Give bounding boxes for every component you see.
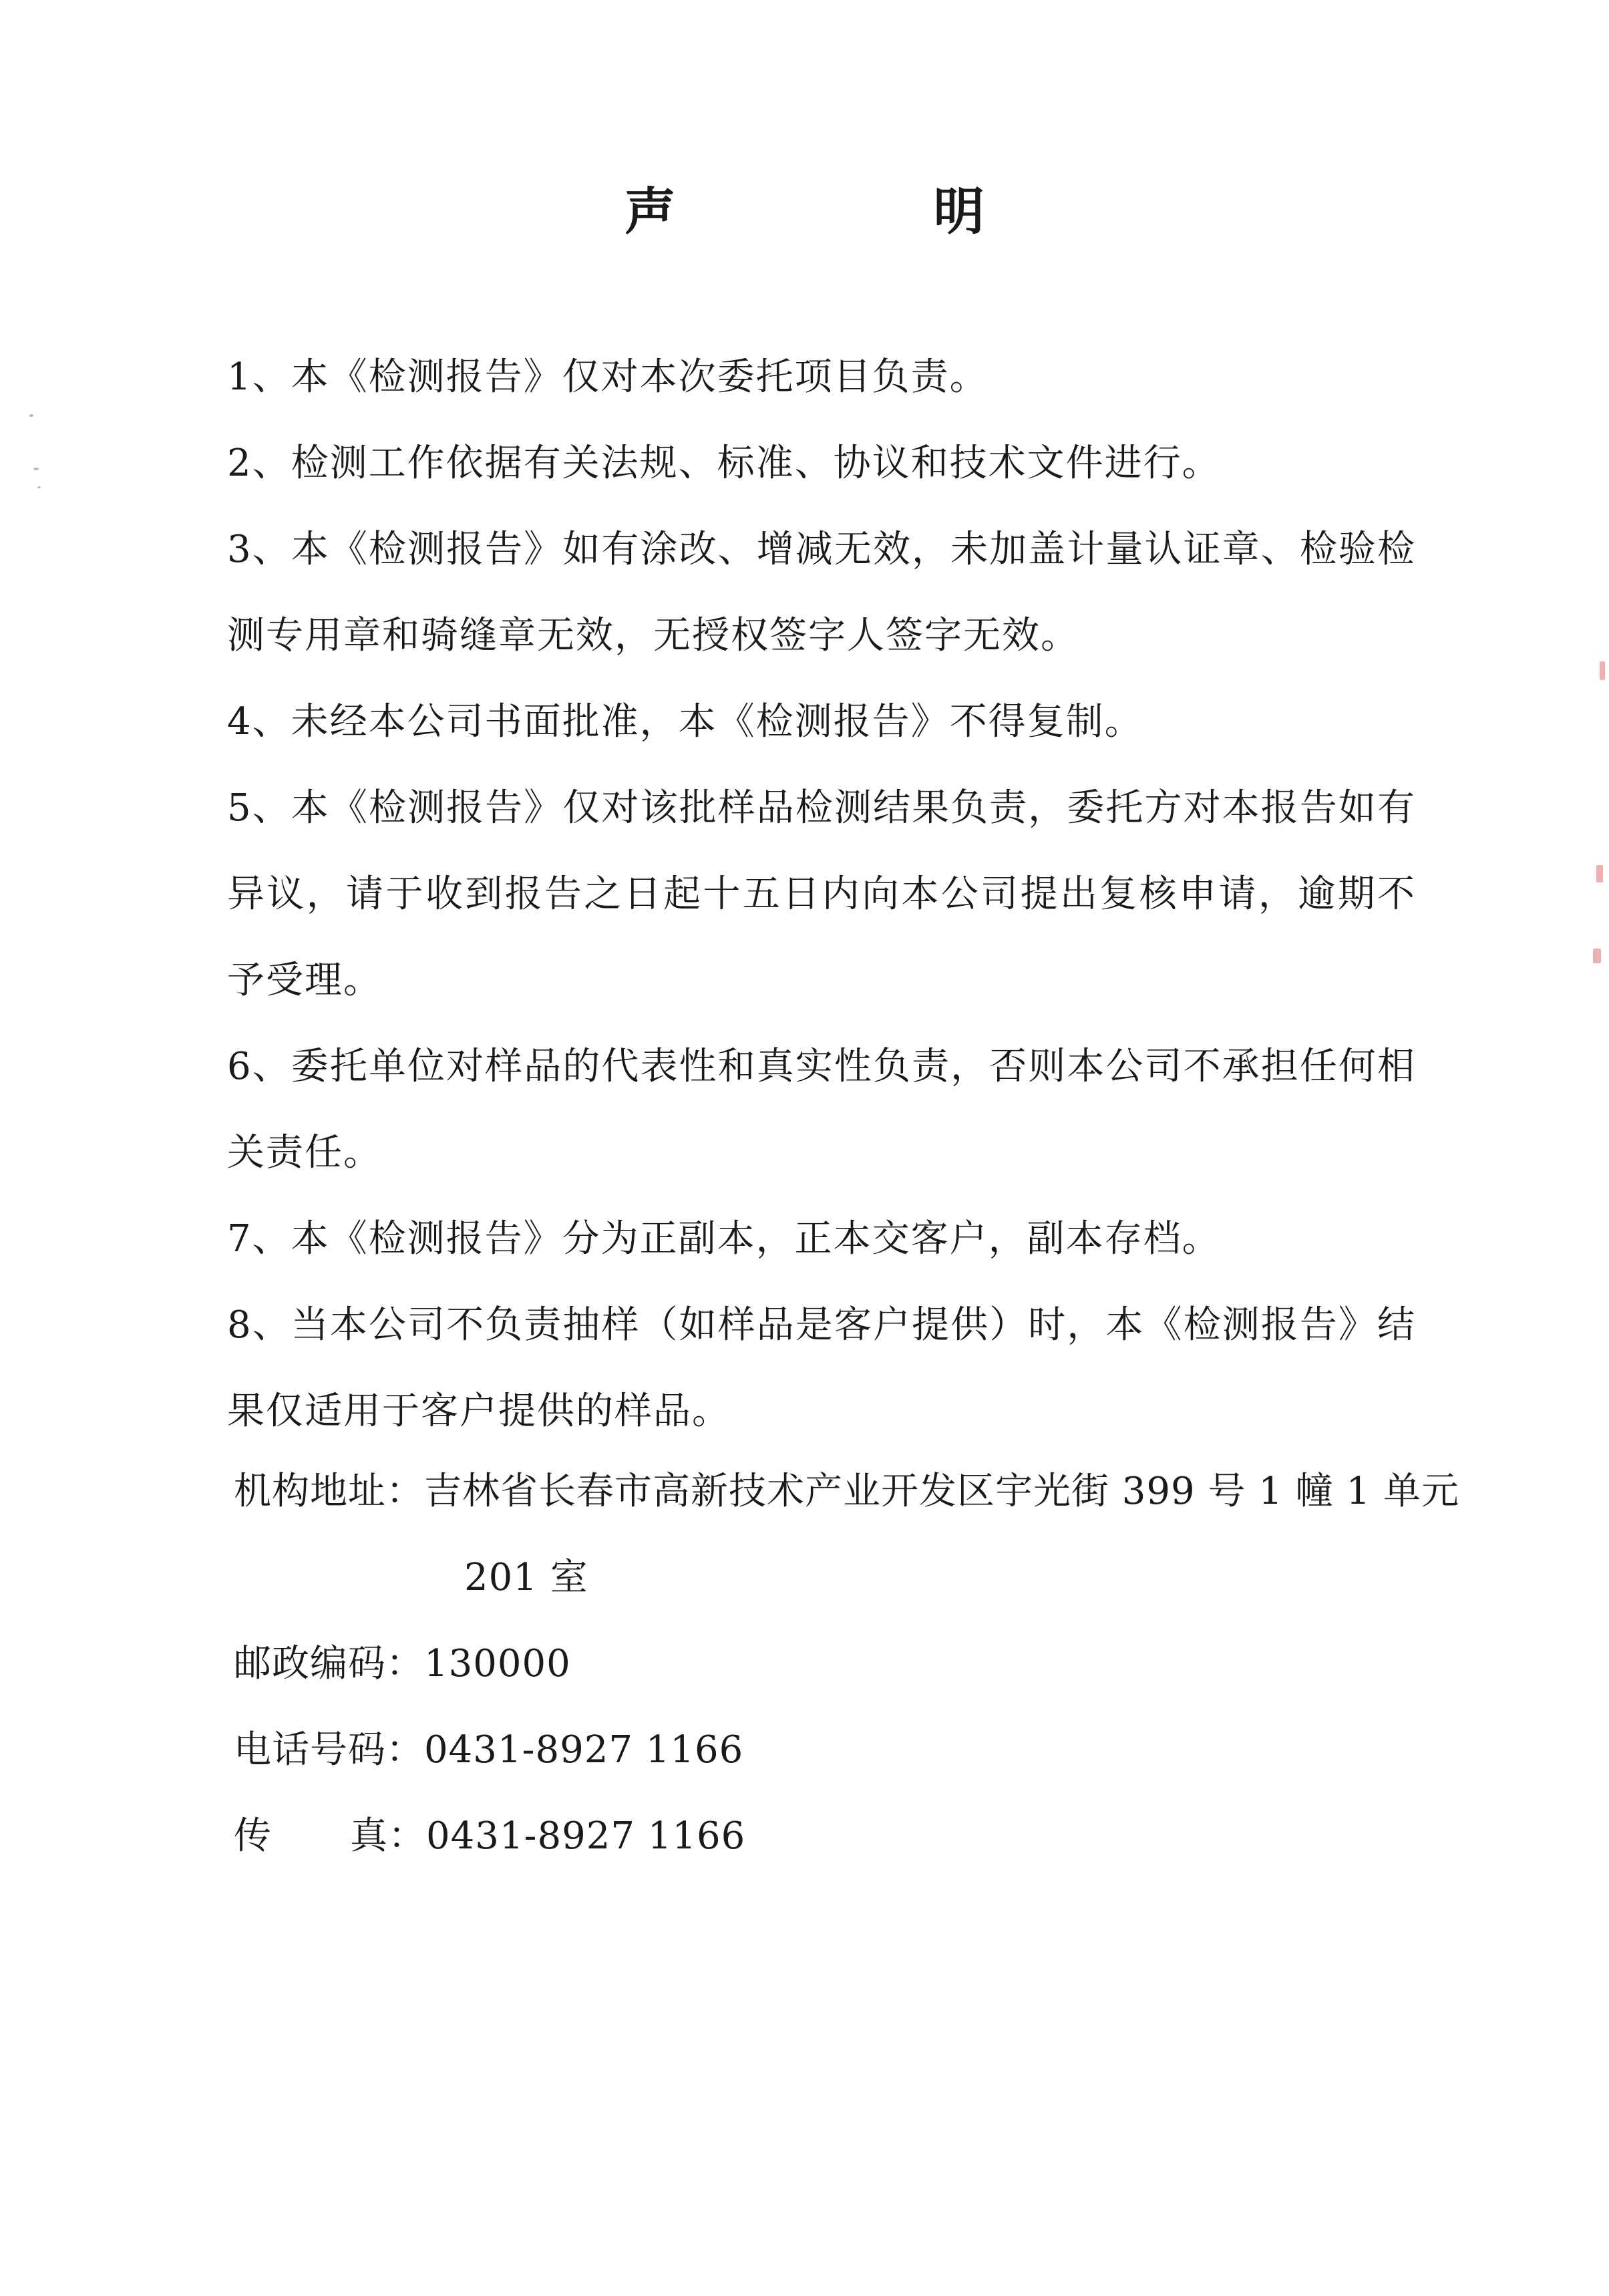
phone-value: 0431-8927 1166 <box>424 1728 744 1772</box>
seal-edge-mark <box>1600 661 1605 680</box>
contact-info <box>234 1448 1459 1879</box>
clause-5: 5、本《检测报告》仅对该批样品检测结果负责，委托方对本报告如有异议，请于收到报告之日起十五日内向本公司提出复核申请，逾期不予受理。 <box>227 786 1416 1002</box>
scan-speck <box>37 486 41 488</box>
clause-3: 3、本《检测报告》如有涂改、增减无效，未加盖计量认证章、检验检测专用章和骑缝章无效，无授权签字人签字无效。 <box>227 528 1416 657</box>
seal-edge-mark <box>1596 865 1603 882</box>
seal-edge-mark <box>1593 949 1601 963</box>
clause-8: 8、当本公司不负责抽样（如样品是客户提供）时，本《检测报告》结果仅适用于客户提供的样品。 <box>227 1303 1416 1433</box>
postcode-row <box>234 1621 1423 1707</box>
scan-speck <box>29 414 33 417</box>
fax-row <box>234 1793 1423 1879</box>
clause-1: 1、本《检测报告》仅对本次委托项目负责。 <box>227 355 989 399</box>
page-title: 声 明 <box>624 182 1105 241</box>
address-label: 机构地址： <box>234 1470 424 1513</box>
clause-2: 2、检测工作依据有关法规、标准、协议和技术文件进行。 <box>227 442 1221 485</box>
clause-7: 7、本《检测报告》分为正副本，正本交客户，副本存档。 <box>227 1217 1221 1261</box>
phone-label: 电话号码： <box>234 1728 424 1772</box>
scan-speck <box>33 468 39 470</box>
address-continuation-row <box>234 1534 1423 1621</box>
phone-row <box>234 1707 1423 1793</box>
clause-6: 6、委托单位对样品的代表性和真实性负责，否则本公司不承担任何相关责任。 <box>227 1045 1416 1174</box>
postcode-value: 130000 <box>424 1642 571 1685</box>
fax-value: 0431-8927 1166 <box>426 1814 746 1858</box>
clause-4: 4、未经本公司书面批准，本《检测报告》不得复制。 <box>227 700 1143 744</box>
postcode-label: 邮政编码： <box>234 1642 424 1685</box>
address-value-line2: 201 室 <box>464 1556 588 1599</box>
fax-label-part2: 真： <box>350 1814 426 1858</box>
declaration-clauses <box>227 334 1416 1454</box>
address-value-line1: 吉林省长春市高新技术产业开发区宇光街 399 号 1 幢 1 单元 <box>424 1470 1459 1513</box>
address-row <box>234 1448 1459 1534</box>
fax-label-part1: 传 <box>234 1814 350 1858</box>
